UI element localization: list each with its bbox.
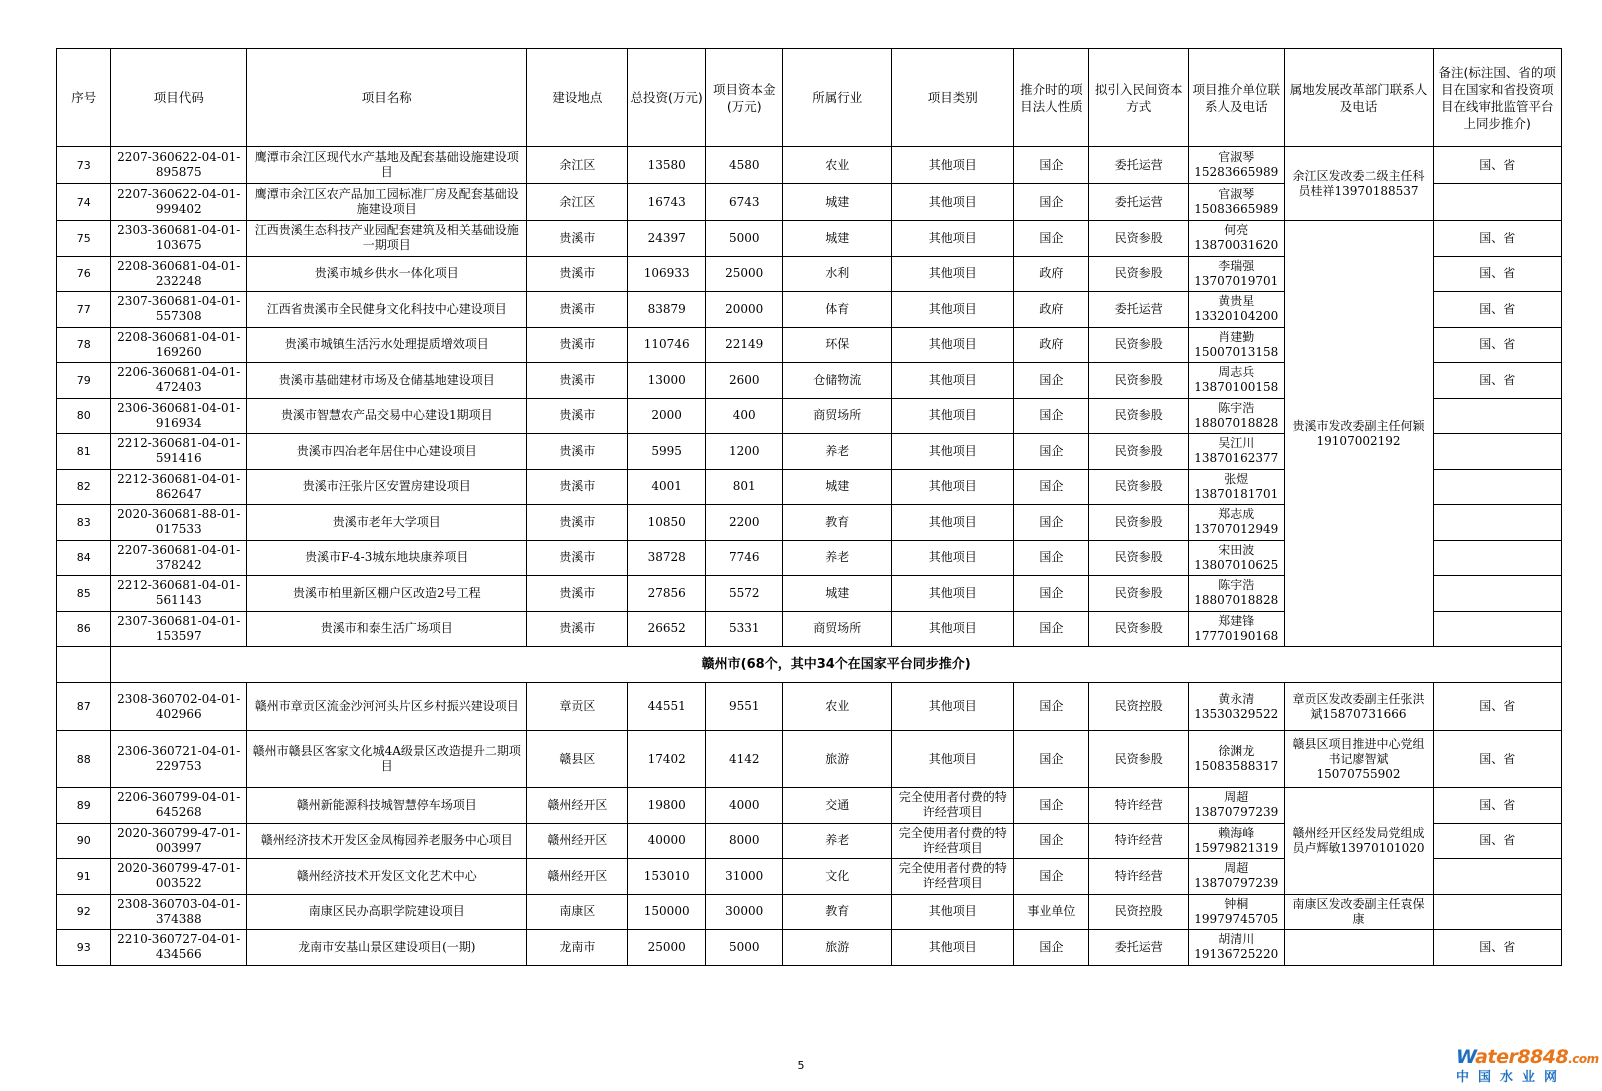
- code-cell: 2308-360703-04-01-374388: [111, 894, 247, 930]
- remark-cell: [1433, 469, 1562, 505]
- total-cell: 16743: [628, 184, 706, 221]
- contact-cell: 陈宇浩 18807018828: [1189, 576, 1285, 612]
- contact-cell: 赖海峰 15979821319: [1189, 823, 1285, 859]
- industry-cell: 养老: [783, 823, 892, 859]
- name-cell: 江西贵溪生态科技产业园配套建筑及相关基础设施一期项目: [247, 221, 527, 257]
- seq-cell: 76: [57, 256, 111, 292]
- capital-cell: 2600: [706, 363, 783, 399]
- seq-cell: 86: [57, 611, 111, 647]
- nature-cell: 国企: [1014, 731, 1089, 788]
- capital-cell: 2200: [706, 505, 783, 541]
- header-capital: 项目资本金(万元): [706, 49, 783, 147]
- code-cell: 2208-360681-04-01-169260: [111, 327, 247, 363]
- capital-cell: 20000: [706, 292, 783, 328]
- contact-cell: 郑建锋 17770190168: [1189, 611, 1285, 647]
- industry-cell: 商贸场所: [783, 398, 892, 434]
- remark-cell: 国、省: [1433, 823, 1562, 859]
- capital-cell: 5000: [706, 221, 783, 257]
- contact-cell: 张煜 13870181701: [1189, 469, 1285, 505]
- industry-cell: 商贸场所: [783, 611, 892, 647]
- category-cell: 其他项目: [892, 147, 1014, 184]
- nature-cell: 国企: [1014, 505, 1089, 541]
- remark-cell: [1433, 184, 1562, 221]
- contact-cell: 肖建勤 15007013158: [1189, 327, 1285, 363]
- code-cell: 2020-360799-47-01-003997: [111, 823, 247, 859]
- category-cell: 其他项目: [892, 683, 1014, 731]
- category-cell: 其他项目: [892, 611, 1014, 647]
- method-cell: 民资参股: [1089, 611, 1189, 647]
- industry-cell: 农业: [783, 147, 892, 184]
- total-cell: 5995: [628, 434, 706, 470]
- remark-cell: [1433, 611, 1562, 647]
- table-body: [57, 49, 1562, 966]
- name-cell: 南康区民办高职学院建设项目: [247, 894, 527, 930]
- table-row: [57, 788, 1562, 824]
- method-cell: 民资参股: [1089, 398, 1189, 434]
- location-cell: 赣州经开区: [527, 859, 628, 895]
- name-cell: 贵溪市基础建材市场及仓储基地建设项目: [247, 363, 527, 399]
- seq-cell: 75: [57, 221, 111, 257]
- nature-cell: 国企: [1014, 683, 1089, 731]
- total-cell: 4001: [628, 469, 706, 505]
- code-cell: 2306-360721-04-01-229753: [111, 731, 247, 788]
- location-cell: 南康区: [527, 894, 628, 930]
- method-cell: 民资参股: [1089, 731, 1189, 788]
- seq-cell: 82: [57, 469, 111, 505]
- industry-cell: 农业: [783, 683, 892, 731]
- logo-subtitle: 中国水业网: [1456, 1070, 1567, 1085]
- location-cell: 贵溪市: [527, 505, 628, 541]
- method-cell: 委托运营: [1089, 292, 1189, 328]
- location-cell: 余江区: [527, 184, 628, 221]
- table-row: [57, 894, 1562, 930]
- capital-cell: 5000: [706, 930, 783, 966]
- contact-cell: 黄永清 13530329522: [1189, 683, 1285, 731]
- method-cell: 委托运营: [1089, 147, 1189, 184]
- seq-cell: 92: [57, 894, 111, 930]
- location-cell: 余江区: [527, 147, 628, 184]
- category-cell: 其他项目: [892, 576, 1014, 612]
- location-cell: 赣州经开区: [527, 788, 628, 824]
- code-cell: 2020-360681-88-01-017533: [111, 505, 247, 541]
- remark-cell: [1433, 576, 1562, 612]
- contact-cell: 官淑琴 15283665989: [1189, 147, 1285, 184]
- total-cell: 19800: [628, 788, 706, 824]
- capital-cell: 7746: [706, 540, 783, 576]
- contact-cell: 黄贵星 13320104200: [1189, 292, 1285, 328]
- total-cell: 38728: [628, 540, 706, 576]
- nature-cell: 国企: [1014, 859, 1089, 895]
- nature-cell: 政府: [1014, 327, 1089, 363]
- seq-cell: 74: [57, 184, 111, 221]
- capital-cell: 4142: [706, 731, 783, 788]
- remark-cell: [1433, 434, 1562, 470]
- project-table: [56, 48, 1562, 966]
- nature-cell: 国企: [1014, 469, 1089, 505]
- dept-cell: 余江区发改委二级主任科员桂祥13970188537: [1284, 147, 1433, 221]
- section-row: [57, 647, 1562, 683]
- location-cell: 贵溪市: [527, 256, 628, 292]
- capital-cell: 4580: [706, 147, 783, 184]
- header-seq: 序号: [57, 49, 111, 147]
- total-cell: 13000: [628, 363, 706, 399]
- category-cell: 其他项目: [892, 184, 1014, 221]
- header-row: [57, 49, 1562, 147]
- contact-cell: 陈宇浩 18807018828: [1189, 398, 1285, 434]
- logo-wordmark: Water8848.com: [1456, 1046, 1599, 1068]
- nature-cell: 国企: [1014, 788, 1089, 824]
- seq-cell: 80: [57, 398, 111, 434]
- nature-cell: 国企: [1014, 576, 1089, 612]
- header-dept: 属地发展改革部门联系人及电话: [1284, 49, 1433, 147]
- contact-cell: 宋田波 13807010625: [1189, 540, 1285, 576]
- seq-cell: 77: [57, 292, 111, 328]
- location-cell: 贵溪市: [527, 292, 628, 328]
- remark-cell: [1433, 540, 1562, 576]
- industry-cell: 养老: [783, 434, 892, 470]
- location-cell: 贵溪市: [527, 363, 628, 399]
- nature-cell: 国企: [1014, 221, 1089, 257]
- category-cell: 其他项目: [892, 256, 1014, 292]
- capital-cell: 1200: [706, 434, 783, 470]
- code-cell: 2206-360799-04-01-645268: [111, 788, 247, 824]
- industry-cell: 水利: [783, 256, 892, 292]
- contact-cell: 徐渊龙 15083588317: [1189, 731, 1285, 788]
- name-cell: 龙南市安基山景区建设项目(一期): [247, 930, 527, 966]
- code-cell: 2306-360681-04-01-916934: [111, 398, 247, 434]
- code-cell: 2206-360681-04-01-472403: [111, 363, 247, 399]
- method-cell: 民资参股: [1089, 434, 1189, 470]
- table-row: [57, 221, 1562, 257]
- contact-cell: 胡清川 19136725220: [1189, 930, 1285, 966]
- category-cell: 其他项目: [892, 930, 1014, 966]
- industry-cell: 城建: [783, 221, 892, 257]
- industry-cell: 体育: [783, 292, 892, 328]
- location-cell: 贵溪市: [527, 398, 628, 434]
- category-cell: 其他项目: [892, 327, 1014, 363]
- contact-cell: 钟桐 19979745705: [1189, 894, 1285, 930]
- category-cell: 其他项目: [892, 505, 1014, 541]
- method-cell: 民资控股: [1089, 894, 1189, 930]
- total-cell: 25000: [628, 930, 706, 966]
- seq-cell: 84: [57, 540, 111, 576]
- method-cell: 民资参股: [1089, 363, 1189, 399]
- nature-cell: 国企: [1014, 540, 1089, 576]
- code-cell: 2212-360681-04-01-591416: [111, 434, 247, 470]
- total-cell: 27856: [628, 576, 706, 612]
- capital-cell: 4000: [706, 788, 783, 824]
- total-cell: 106933: [628, 256, 706, 292]
- category-cell: 其他项目: [892, 221, 1014, 257]
- method-cell: 特许经营: [1089, 788, 1189, 824]
- name-cell: 赣州经济技术开发区金凤梅园养老服务中心项目: [247, 823, 527, 859]
- capital-cell: 5331: [706, 611, 783, 647]
- nature-cell: 事业单位: [1014, 894, 1089, 930]
- name-cell: 赣州市章贡区流金沙河河头片区乡村振兴建设项目: [247, 683, 527, 731]
- seq-cell: 88: [57, 731, 111, 788]
- method-cell: 民资参股: [1089, 540, 1189, 576]
- total-cell: 10850: [628, 505, 706, 541]
- total-cell: 153010: [628, 859, 706, 895]
- location-cell: 贵溪市: [527, 576, 628, 612]
- code-cell: 2210-360727-04-01-434566: [111, 930, 247, 966]
- capital-cell: 25000: [706, 256, 783, 292]
- dept-cell: [1284, 930, 1433, 966]
- remark-cell: 国、省: [1433, 683, 1562, 731]
- nature-cell: 国企: [1014, 611, 1089, 647]
- name-cell: 贵溪市老年大学项目: [247, 505, 527, 541]
- total-cell: 26652: [628, 611, 706, 647]
- name-cell: 贵溪市柏里新区棚户区改造2号工程: [247, 576, 527, 612]
- capital-cell: 5572: [706, 576, 783, 612]
- code-cell: 2307-360681-04-01-153597: [111, 611, 247, 647]
- dept-cell: 贵溪市发改委副主任何颖 19107002192: [1284, 221, 1433, 647]
- name-cell: 鹰潭市余江区农产品加工园标准厂房及配套基础设施建设项目: [247, 184, 527, 221]
- code-cell: 2212-360681-04-01-862647: [111, 469, 247, 505]
- method-cell: 民资控股: [1089, 683, 1189, 731]
- location-cell: 贵溪市: [527, 611, 628, 647]
- remark-cell: [1433, 859, 1562, 895]
- industry-cell: 文化: [783, 859, 892, 895]
- category-cell: 其他项目: [892, 731, 1014, 788]
- code-cell: 2308-360702-04-01-402966: [111, 683, 247, 731]
- capital-cell: 8000: [706, 823, 783, 859]
- name-cell: 贵溪市城乡供水一体化项目: [247, 256, 527, 292]
- name-cell: 赣州经济技术开发区文化艺术中心: [247, 859, 527, 895]
- industry-cell: 教育: [783, 894, 892, 930]
- name-cell: 贵溪市汪张片区安置房建设项目: [247, 469, 527, 505]
- code-cell: 2207-360622-04-01-999402: [111, 184, 247, 221]
- remark-cell: 国、省: [1433, 256, 1562, 292]
- name-cell: 贵溪市智慧农产品交易中心建设1期项目: [247, 398, 527, 434]
- nature-cell: 国企: [1014, 184, 1089, 221]
- section-title: 赣州市(68个，其中34个在国家平台同步推介): [111, 647, 1562, 683]
- total-cell: 150000: [628, 894, 706, 930]
- header-location: 建设地点: [527, 49, 628, 147]
- seq-cell: 78: [57, 327, 111, 363]
- remark-cell: [1433, 894, 1562, 930]
- capital-cell: 400: [706, 398, 783, 434]
- nature-cell: 国企: [1014, 398, 1089, 434]
- header-name: 项目名称: [247, 49, 527, 147]
- category-cell: 其他项目: [892, 292, 1014, 328]
- seq-cell: 87: [57, 683, 111, 731]
- industry-cell: 旅游: [783, 731, 892, 788]
- category-cell: 其他项目: [892, 434, 1014, 470]
- location-cell: 龙南市: [527, 930, 628, 966]
- dept-cell: 赣县区项目推进中心党组书记廖智斌15070755902: [1284, 731, 1433, 788]
- seq-cell: 93: [57, 930, 111, 966]
- code-cell: 2307-360681-04-01-557308: [111, 292, 247, 328]
- name-cell: 贵溪市城镇生活污水处理提质增效项目: [247, 327, 527, 363]
- header-category: 项目类别: [892, 49, 1014, 147]
- industry-cell: 城建: [783, 184, 892, 221]
- contact-cell: 何亮 13870031620: [1189, 221, 1285, 257]
- name-cell: 鹰潭市余江区现代水产基地及配套基础设施建设项目: [247, 147, 527, 184]
- industry-cell: 城建: [783, 576, 892, 612]
- capital-cell: 30000: [706, 894, 783, 930]
- page-number: 5: [797, 1059, 805, 1072]
- method-cell: 民资参股: [1089, 221, 1189, 257]
- name-cell: 贵溪市F-4-3城东地块康养项目: [247, 540, 527, 576]
- code-cell: 2212-360681-04-01-561143: [111, 576, 247, 612]
- name-cell: 赣州市赣县区客家文化城4A级景区改造提升二期项目: [247, 731, 527, 788]
- capital-cell: 6743: [706, 184, 783, 221]
- header-nature: 推介时的项目法人性质: [1014, 49, 1089, 147]
- method-cell: 民资参股: [1089, 327, 1189, 363]
- code-cell: 2020-360799-47-01-003522: [111, 859, 247, 895]
- category-cell: 其他项目: [892, 363, 1014, 399]
- category-cell: 完全使用者付费的特许经营项目: [892, 788, 1014, 824]
- nature-cell: 国企: [1014, 147, 1089, 184]
- code-cell: 2207-360681-04-01-378242: [111, 540, 247, 576]
- category-cell: 其他项目: [892, 469, 1014, 505]
- contact-cell: 郑志成 13707012949: [1189, 505, 1285, 541]
- location-cell: 赣州经开区: [527, 823, 628, 859]
- name-cell: 赣州新能源科技城智慧停车场项目: [247, 788, 527, 824]
- industry-cell: 养老: [783, 540, 892, 576]
- table-row: [57, 930, 1562, 966]
- capital-cell: 9551: [706, 683, 783, 731]
- seq-cell: 85: [57, 576, 111, 612]
- industry-cell: 城建: [783, 469, 892, 505]
- contact-cell: 官淑琴 15083665989: [1189, 184, 1285, 221]
- total-cell: 83879: [628, 292, 706, 328]
- header-total: 总投资(万元): [628, 49, 706, 147]
- method-cell: 特许经营: [1089, 823, 1189, 859]
- remark-cell: 国、省: [1433, 363, 1562, 399]
- seq-cell: 79: [57, 363, 111, 399]
- category-cell: 其他项目: [892, 398, 1014, 434]
- name-cell: 江西省贵溪市全民健身文化科技中心建设项目: [247, 292, 527, 328]
- location-cell: 贵溪市: [527, 221, 628, 257]
- remark-cell: 国、省: [1433, 930, 1562, 966]
- header-code: 项目代码: [111, 49, 247, 147]
- method-cell: 委托运营: [1089, 184, 1189, 221]
- location-cell: 章贡区: [527, 683, 628, 731]
- total-cell: 17402: [628, 731, 706, 788]
- header-industry: 所属行业: [783, 49, 892, 147]
- method-cell: 民资参股: [1089, 469, 1189, 505]
- contact-cell: 周超 13870797239: [1189, 788, 1285, 824]
- method-cell: 民资参股: [1089, 256, 1189, 292]
- category-cell: 其他项目: [892, 540, 1014, 576]
- industry-cell: 环保: [783, 327, 892, 363]
- method-cell: 民资参股: [1089, 505, 1189, 541]
- seq-cell: 89: [57, 788, 111, 824]
- nature-cell: 政府: [1014, 292, 1089, 328]
- industry-cell: 交通: [783, 788, 892, 824]
- code-cell: 2208-360681-04-01-232248: [111, 256, 247, 292]
- table-row: [57, 683, 1562, 731]
- nature-cell: 国企: [1014, 930, 1089, 966]
- capital-cell: 31000: [706, 859, 783, 895]
- remark-cell: 国、省: [1433, 221, 1562, 257]
- method-cell: 特许经营: [1089, 859, 1189, 895]
- contact-cell: 周超 13870797239: [1189, 859, 1285, 895]
- method-cell: 民资参股: [1089, 576, 1189, 612]
- total-cell: 110746: [628, 327, 706, 363]
- seq-cell: 83: [57, 505, 111, 541]
- contact-cell: 周志兵 13870100158: [1189, 363, 1285, 399]
- capital-cell: 22149: [706, 327, 783, 363]
- nature-cell: 国企: [1014, 823, 1089, 859]
- location-cell: 贵溪市: [527, 540, 628, 576]
- category-cell: 其他项目: [892, 894, 1014, 930]
- total-cell: 13580: [628, 147, 706, 184]
- remark-cell: [1433, 505, 1562, 541]
- contact-cell: 吴江川 13870162377: [1189, 434, 1285, 470]
- table-row: [57, 147, 1562, 184]
- dept-cell: 南康区发改委副主任袁保康: [1284, 894, 1433, 930]
- method-cell: 委托运营: [1089, 930, 1189, 966]
- name-cell: 贵溪市四冶老年居住中心建设项目: [247, 434, 527, 470]
- water8848-logo[interactable]: [1456, 1046, 1600, 1090]
- remark-cell: 国、省: [1433, 731, 1562, 788]
- nature-cell: 政府: [1014, 256, 1089, 292]
- dept-cell: 章贡区发改委副主任张洪斌15870731666: [1284, 683, 1433, 731]
- seq-cell: 81: [57, 434, 111, 470]
- header-method: 拟引入民间资本方式: [1089, 49, 1189, 147]
- location-cell: 赣县区: [527, 731, 628, 788]
- nature-cell: 国企: [1014, 363, 1089, 399]
- location-cell: 贵溪市: [527, 469, 628, 505]
- header-remark: 备注(标注国、省的项目在国家和省投资项目在线审批监管平台上同步推介): [1433, 49, 1562, 147]
- section-seq-cell: [57, 647, 111, 683]
- seq-cell: 73: [57, 147, 111, 184]
- category-cell: 完全使用者付费的特许经营项目: [892, 823, 1014, 859]
- total-cell: 2000: [628, 398, 706, 434]
- seq-cell: 90: [57, 823, 111, 859]
- seq-cell: 91: [57, 859, 111, 895]
- contact-cell: 李瑞强 13707019701: [1189, 256, 1285, 292]
- name-cell: 贵溪市和泰生活广场项目: [247, 611, 527, 647]
- category-cell: 完全使用者付费的特许经营项目: [892, 859, 1014, 895]
- remark-cell: 国、省: [1433, 147, 1562, 184]
- industry-cell: 仓储物流: [783, 363, 892, 399]
- code-cell: 2207-360622-04-01-895875: [111, 147, 247, 184]
- dept-cell: 赣州经开区经发局党组成员卢辉敏13970101020: [1284, 788, 1433, 895]
- remark-cell: 国、省: [1433, 292, 1562, 328]
- total-cell: 44551: [628, 683, 706, 731]
- nature-cell: 国企: [1014, 434, 1089, 470]
- total-cell: 40000: [628, 823, 706, 859]
- remark-cell: [1433, 398, 1562, 434]
- header-contact: 项目推介单位联系人及电话: [1189, 49, 1285, 147]
- location-cell: 贵溪市: [527, 434, 628, 470]
- capital-cell: 801: [706, 469, 783, 505]
- industry-cell: 教育: [783, 505, 892, 541]
- total-cell: 24397: [628, 221, 706, 257]
- code-cell: 2303-360681-04-01-103675: [111, 221, 247, 257]
- remark-cell: 国、省: [1433, 788, 1562, 824]
- table-row: [57, 731, 1562, 788]
- remark-cell: 国、省: [1433, 327, 1562, 363]
- industry-cell: 旅游: [783, 930, 892, 966]
- location-cell: 贵溪市: [527, 327, 628, 363]
